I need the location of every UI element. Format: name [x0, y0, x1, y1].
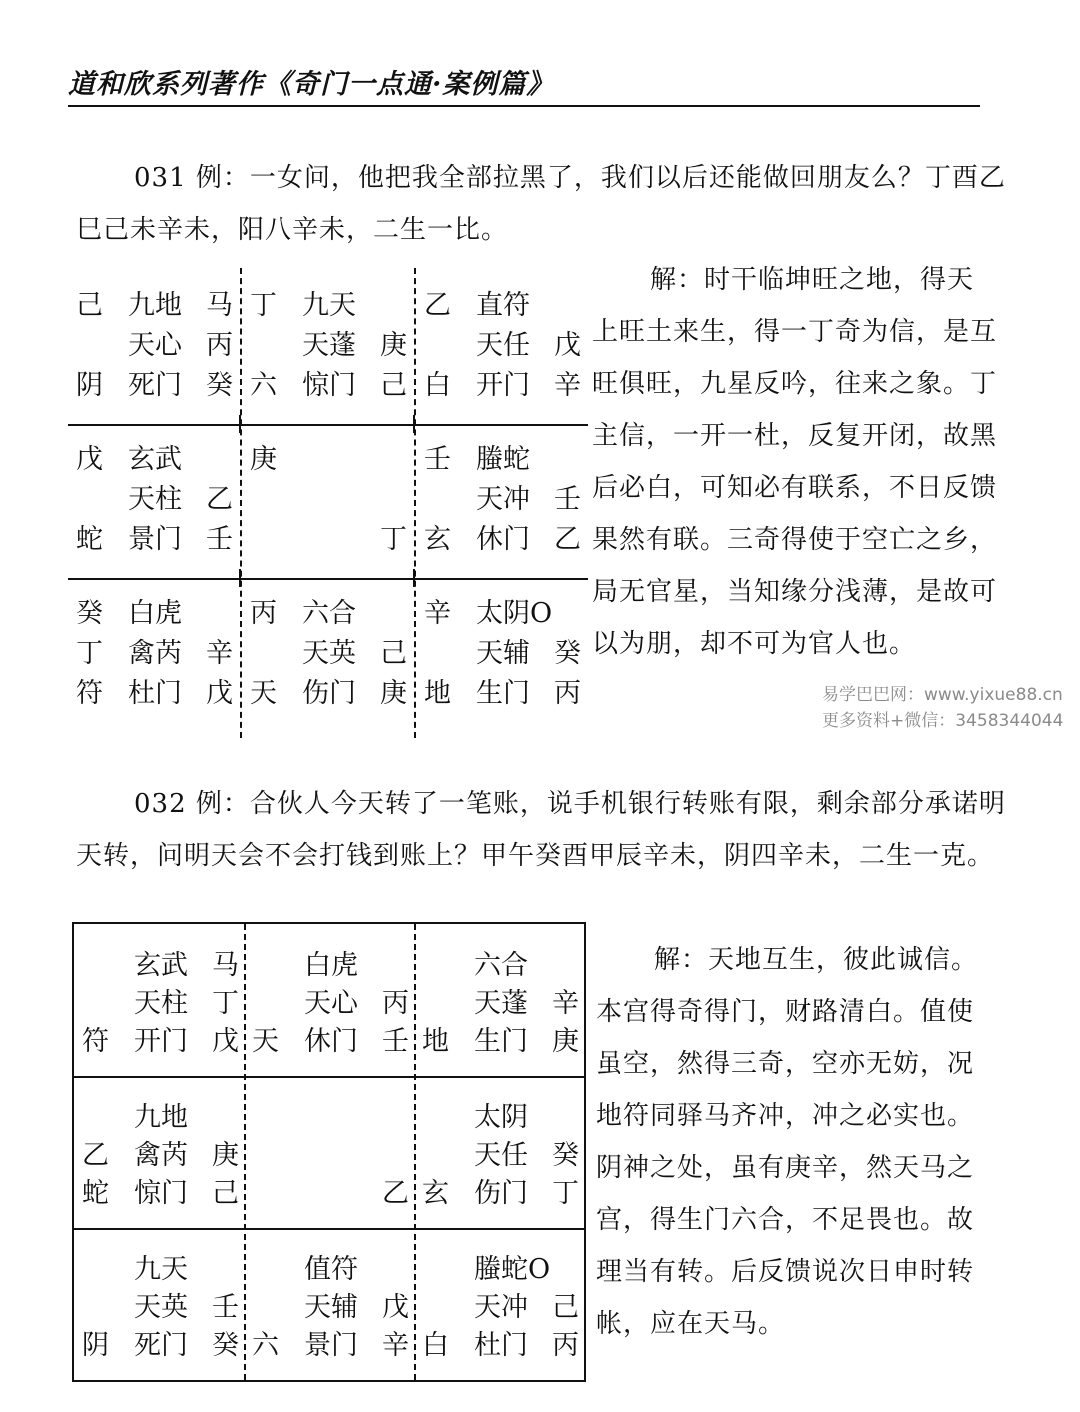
case2-palace-3-r3-c1: 地	[422, 1026, 449, 1057]
case2-palace-5	[244, 1076, 414, 1228]
case2-palace-2-r3-c1: 天	[252, 1026, 279, 1057]
case2-palace-2	[244, 924, 414, 1076]
case2-palace-5-r3-c3: 乙	[382, 1178, 409, 1209]
case2-explanation-line-3: 虽空，然得三奇，空亦无妨，况	[596, 1049, 975, 1079]
case2-palace-4-r2-c1: 乙	[82, 1140, 109, 1171]
case1-palace-2-r3-c3: 己	[380, 370, 407, 401]
case1-palace-3	[416, 268, 590, 422]
case2-palace-1-r2-c3: 丁	[212, 988, 239, 1019]
case2-explanation-line-7: 理当有转。后反馈说次日申时转	[596, 1257, 975, 1287]
case2-palace-8-r3-c2: 景门	[304, 1330, 358, 1361]
case2-palace-1-r3-c3: 戊	[212, 1026, 239, 1057]
case2-palace-2-r3-c3: 壬	[382, 1026, 409, 1057]
case1-palace-6	[416, 422, 590, 576]
case2-question-line-2: 天转，问明天会不会打钱到账上？甲午癸酉甲辰辛未，阴四辛未，二生一克。	[76, 841, 995, 871]
case2-palace-8-r3-c1: 六	[252, 1330, 279, 1361]
case1-palace-6-r3-c1: 玄	[424, 524, 451, 555]
case1-palace-1-r2-c3: 丙	[206, 330, 233, 361]
case1-palace-1-r2-c2: 天心	[128, 330, 182, 361]
case2-question-line-1: 032 例：合伙人今天转了一笔账，说手机银行转账有限，剩余部分承诺明	[134, 789, 1006, 819]
case1-palace-3-r3-c2: 开门	[476, 370, 530, 401]
case1-question-line-1: 031 例：一女问，他把我全部拉黑了，我们以后还能做回朋友么？丁酉乙	[134, 163, 1006, 193]
case1-palace-7	[68, 576, 242, 730]
case2-explanation-line-8: 帐，应在天马。	[596, 1309, 786, 1339]
case1-palace-3-r3-c1: 白	[424, 370, 451, 401]
case1-palace-7-r2-c1: 丁	[76, 638, 103, 669]
case1-palace-2-r3-c1: 六	[250, 370, 277, 401]
case2-palace-2-r3-c2: 休门	[304, 1026, 358, 1057]
watermark-site: 易学巴巴网：www.yixue88.cn	[822, 685, 1063, 705]
case2-palace-8-r2-c2: 天辅	[304, 1292, 358, 1323]
case1-palace-3-r1-c2: 直符	[476, 290, 530, 321]
case2-palace-4-r3-c3: 己	[212, 1178, 239, 1209]
case1-palace-1-r3-c3: 癸	[206, 370, 233, 401]
case1-explanation-line-1: 解：时干临坤旺之地，得天	[650, 265, 975, 295]
case1-palace-3-r3-c3: 辛	[554, 370, 581, 401]
case1-explanation-line-3: 旺俱旺，九星反吟，往来之象。丁	[592, 369, 998, 399]
case2-palace-6-r1-c2: 太阴	[474, 1102, 528, 1133]
case2-palace-3-r3-c3: 庚	[552, 1026, 579, 1057]
case2-palace-7-r3-c1: 阴	[82, 1330, 109, 1361]
case2-palace-9	[414, 1228, 584, 1380]
case2-palace-8-r2-c3: 戊	[382, 1292, 409, 1323]
case1-palace-1-r1-c2: 九地	[128, 290, 182, 321]
case1-palace-1	[68, 268, 242, 422]
case2-palace-2-r1-c2: 白虎	[304, 950, 358, 981]
page-header	[68, 62, 980, 107]
case1-palace-8-r1-c2: 六合	[302, 598, 356, 629]
case1-explanation-line-2: 上旺土来生，得一丁奇为信，是互	[592, 317, 998, 347]
case2-palace-4-r2-c2: 禽芮	[134, 1140, 188, 1171]
case1-palace-9-r3-c1: 地	[424, 678, 451, 709]
case1-palace-6-r1-c2: 螣蛇	[476, 444, 530, 475]
case1-palace-4-r1-c2: 玄武	[128, 444, 182, 475]
case2-palace-9-r3-c3: 丙	[552, 1330, 579, 1361]
case1-palace-9	[416, 576, 590, 730]
case1-palace-4-r1-c1: 戊	[76, 444, 103, 475]
case1-palace-7-r1-c1: 癸	[76, 598, 103, 629]
case2-palace-8-r1-c2: 值符	[304, 1254, 358, 1285]
case2-palace-7-r3-c3: 癸	[212, 1330, 239, 1361]
case2-palace-4-r2-c3: 庚	[212, 1140, 239, 1171]
case1-palace-9-r2-c3: 癸	[554, 638, 581, 669]
case2-palace-2-r2-c3: 丙	[382, 988, 409, 1019]
case1-palace-6-r2-c2: 天冲	[476, 484, 530, 515]
case2-palace-3-r1-c2: 六合	[474, 950, 528, 981]
case2-palace-7-r2-c2: 天英	[134, 1292, 188, 1323]
case2-palace-1-r1-c2: 玄武	[134, 950, 188, 981]
case2-explanation-line-5: 阴神之处，虽有庚辛，然天马之	[596, 1153, 975, 1183]
case2-palace-4-r3-c2: 惊门	[134, 1178, 188, 1209]
case1-palace-8	[242, 576, 416, 730]
case2-palace-3-r2-c2: 天蓬	[474, 988, 528, 1019]
case1-question-line-2: 巳己未辛未，阳八辛未，二生一比。	[76, 215, 509, 245]
case1-palace-7-r1-c2: 白虎	[128, 598, 182, 629]
case1-palace-7-r3-c3: 戊	[206, 678, 233, 709]
case2-palace-1-r3-c2: 开门	[134, 1026, 188, 1057]
case2-palace-9-r3-c1: 白	[422, 1330, 449, 1361]
case2-explanation-line-4: 地符同驿马齐冲，冲之必实也。	[596, 1101, 975, 1131]
case1-palace-8-r3-c2: 伤门	[302, 678, 356, 709]
case2-palace-2-r2-c2: 天心	[304, 988, 358, 1019]
case1-palace-4-r3-c3: 壬	[206, 524, 233, 555]
case2-palace-7-r1-c2: 九天	[134, 1254, 188, 1285]
case2-palace-6	[414, 1076, 584, 1228]
case1-palace-1-r3-c1: 阴	[76, 370, 103, 401]
case1-palace-9-r2-c2: 天辅	[476, 638, 530, 669]
case2-palace-1-r3-c1: 符	[82, 1026, 109, 1057]
case1-palace-grid	[68, 268, 588, 738]
case2-palace-9-r2-c3: 己	[552, 1292, 579, 1323]
watermark-wechat: 更多资料+微信：3458344044	[822, 711, 1064, 731]
case1-palace-2	[242, 268, 416, 422]
case2-palace-3-r3-c2: 生门	[474, 1026, 528, 1057]
case1-palace-8-r1-c1: 丙	[250, 598, 277, 629]
case1-palace-7-r2-c2: 禽芮	[128, 638, 182, 669]
case2-explanation-line-6: 宫，得生门六合，不足畏也。故	[596, 1205, 975, 1235]
case1-palace-2-r1-c1: 丁	[250, 290, 277, 321]
case2-palace-9-r2-c2: 天冲	[474, 1292, 528, 1323]
case2-palace-4	[74, 1076, 244, 1228]
case1-explanation-line-5: 后必白，可知必有联系，不日反馈	[592, 473, 998, 503]
case1-palace-1-r3-c2: 死门	[128, 370, 182, 401]
case1-palace-3-r1-c1: 乙	[424, 290, 451, 321]
case2-explanation-line-1: 解：天地互生，彼此诚信。	[654, 945, 979, 975]
case2-palace-6-r3-c3: 丁	[552, 1178, 579, 1209]
case2-palace-8	[244, 1228, 414, 1380]
case2-palace-6-r3-c1: 玄	[422, 1178, 449, 1209]
case1-palace-2-r2-c3: 庚	[380, 330, 407, 361]
case1-palace-9-r1-c1: 辛	[424, 598, 451, 629]
case2-palace-6-r2-c2: 天任	[474, 1140, 528, 1171]
case2-palace-1	[74, 924, 244, 1076]
case1-palace-4-r3-c1: 蛇	[76, 524, 103, 555]
case1-palace-7-r2-c3: 辛	[206, 638, 233, 669]
case2-palace-6-r2-c3: 癸	[552, 1140, 579, 1171]
case1-palace-1-r1-c1: 己	[76, 290, 103, 321]
case2-palace-6-r3-c2: 伤门	[474, 1178, 528, 1209]
case1-palace-9-r3-c2: 生门	[476, 678, 530, 709]
case1-palace-8-r2-c3: 己	[380, 638, 407, 669]
case2-palace-9-r1-c2: 螣蛇O	[474, 1254, 551, 1285]
case1-explanation-line-4: 主信，一开一杜，反复开闭，故黑	[592, 421, 998, 451]
case2-palace-4-r1-c2: 九地	[134, 1102, 188, 1133]
case1-palace-2-r3-c2: 惊门	[302, 370, 356, 401]
case2-palace-1-r2-c2: 天柱	[134, 988, 188, 1019]
case1-palace-3-r2-c3: 戊	[554, 330, 581, 361]
case2-palace-3	[414, 924, 584, 1076]
case1-palace-8-r2-c2: 天英	[302, 638, 356, 669]
case2-palace-7-r3-c2: 死门	[134, 1330, 188, 1361]
case1-palace-9-r3-c3: 丙	[554, 678, 581, 709]
case1-palace-9-r1-c2: 太阴O	[476, 598, 553, 629]
case2-palace-1-r1-c3: 马	[212, 950, 239, 981]
case2-palace-grid	[72, 922, 586, 1382]
case1-palace-5	[242, 422, 416, 576]
case2-palace-3-r2-c3: 辛	[552, 988, 579, 1019]
case2-palace-7-r2-c3: 壬	[212, 1292, 239, 1323]
case2-palace-4-r3-c1: 蛇	[82, 1178, 109, 1209]
case1-palace-6-r3-c3: 乙	[554, 524, 581, 555]
case1-palace-6-r3-c2: 休门	[476, 524, 530, 555]
case1-palace-4-r2-c3: 乙	[206, 484, 233, 515]
case1-explanation-line-6: 果然有联。三奇得使于空亡之乡，	[592, 525, 998, 555]
case1-explanation-line-8: 以为朋，却不可为官人也。	[592, 629, 917, 659]
watermark	[822, 682, 1063, 734]
case2-palace-9-r3-c2: 杜门	[474, 1330, 528, 1361]
case2-palace-8-r3-c3: 辛	[382, 1330, 409, 1361]
case1-palace-2-r1-c2: 九天	[302, 290, 356, 321]
case1-palace-5-r1-c1: 庚	[250, 444, 277, 475]
case1-palace-5-r3-c3: 丁	[380, 524, 407, 555]
case1-palace-7-r3-c2: 杜门	[128, 678, 182, 709]
case1-palace-7-r3-c1: 符	[76, 678, 103, 709]
case1-palace-2-r2-c2: 天蓬	[302, 330, 356, 361]
case2-explanation-line-2: 本宫得奇得门，财路清白。值使	[596, 997, 975, 1027]
case1-explanation-line-7: 局无官星，当知缘分浅薄，是故可	[592, 577, 998, 607]
case2-palace-7	[74, 1228, 244, 1380]
case1-palace-6-r1-c1: 壬	[424, 444, 451, 475]
case1-palace-8-r3-c3: 庚	[380, 678, 407, 709]
case1-palace-4	[68, 422, 242, 576]
case1-palace-8-r3-c1: 天	[250, 678, 277, 709]
case1-explanation	[592, 254, 998, 670]
case1-palace-4-r2-c2: 天柱	[128, 484, 182, 515]
book-title: 道和欣系列著作《奇门一点通·案例篇》	[68, 69, 555, 100]
case1-palace-6-r2-c3: 壬	[554, 484, 581, 515]
case1-question	[76, 152, 1006, 256]
case1-palace-4-r3-c2: 景门	[128, 524, 182, 555]
case2-explanation	[596, 934, 988, 1350]
case1-palace-1-r1-c3: 马	[206, 290, 233, 321]
case2-question	[76, 778, 1006, 882]
case1-palace-3-r2-c2: 天任	[476, 330, 530, 361]
